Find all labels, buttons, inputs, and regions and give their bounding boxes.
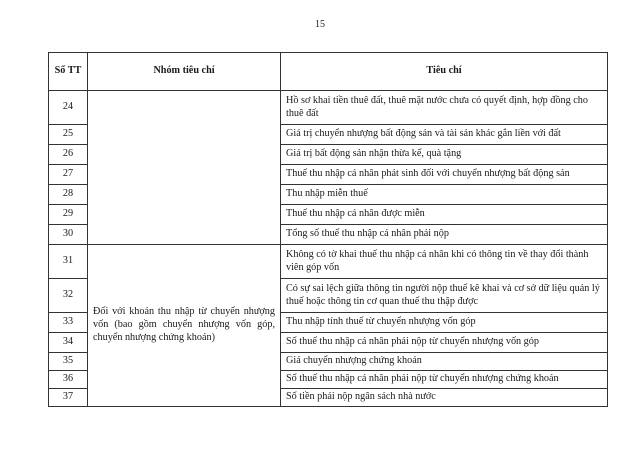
row-criteria: Giá trị bất động sản nhận thừa kế, quà tặng xyxy=(281,145,608,165)
row-stt: 27 xyxy=(49,165,88,185)
row-criteria: Không có tờ khai thuế thu nhập cá nhân khi có thông tin về thay đổi thành viên góp vốn xyxy=(281,245,608,279)
row-stt: 35 xyxy=(49,353,88,371)
group-cell-empty xyxy=(88,91,281,245)
row-stt: 31 xyxy=(49,245,88,279)
row-criteria: Thuế thu nhập cá nhân phát sinh đối với chuyển nhượng bất động sản xyxy=(281,165,608,185)
criteria-table xyxy=(48,52,608,407)
row-criteria: Hồ sơ khai tiền thuê đất, thuê mặt nước chưa có quyết định, hợp đồng cho thuê đất xyxy=(281,91,608,125)
page-number: 15 xyxy=(315,19,325,30)
row-stt: 28 xyxy=(49,185,88,205)
row-stt: 33 xyxy=(49,313,88,333)
row-criteria: Có sự sai lệch giữa thông tin người nộp thuế kê khai và cơ sở dữ liệu quản lý thuế hoặc thông tin cơ quan thuế thu thập được xyxy=(281,279,608,313)
header-group: Nhóm tiêu chí xyxy=(88,53,281,91)
row-criteria: Tổng số thuế thu nhập cá nhân phải nộp xyxy=(281,225,608,245)
row-stt: 32 xyxy=(49,279,88,313)
row-stt: 37 xyxy=(49,389,88,407)
row-criteria: Số thuế thu nhập cá nhân phải nộp từ chuyển nhượng chứng khoán xyxy=(281,371,608,389)
table-row xyxy=(49,245,608,279)
row-criteria: Thuế thu nhập cá nhân được miễn xyxy=(281,205,608,225)
table-header-row xyxy=(49,53,608,91)
row-criteria: Giá chuyển nhượng chứng khoán xyxy=(281,353,608,371)
row-stt: 25 xyxy=(49,125,88,145)
row-criteria: Giá trị chuyển nhượng bất động sản và tài sản khác gắn liền với đất xyxy=(281,125,608,145)
row-stt: 24 xyxy=(49,91,88,125)
group-cell: Đối với khoản thu nhập từ chuyển nhượng vốn (bao gồm chuyển nhượng vốn góp, chuyển nhượng chứng khoán) xyxy=(88,245,281,407)
row-criteria: Thu nhập miễn thuế xyxy=(281,185,608,205)
header-criteria: Tiêu chí xyxy=(281,53,608,91)
row-stt: 30 xyxy=(49,225,88,245)
row-stt: 34 xyxy=(49,333,88,353)
row-stt: 26 xyxy=(49,145,88,165)
row-stt: 36 xyxy=(49,371,88,389)
row-criteria: Số tiền phải nộp ngân sách nhà nước xyxy=(281,389,608,407)
table-row xyxy=(49,91,608,125)
row-stt: 29 xyxy=(49,205,88,225)
row-criteria: Thu nhập tính thuế từ chuyển nhượng vốn góp xyxy=(281,313,608,333)
header-stt: Số TT xyxy=(49,53,88,91)
row-criteria: Số thuế thu nhập cá nhân phải nộp từ chuyển nhượng vốn góp xyxy=(281,333,608,353)
